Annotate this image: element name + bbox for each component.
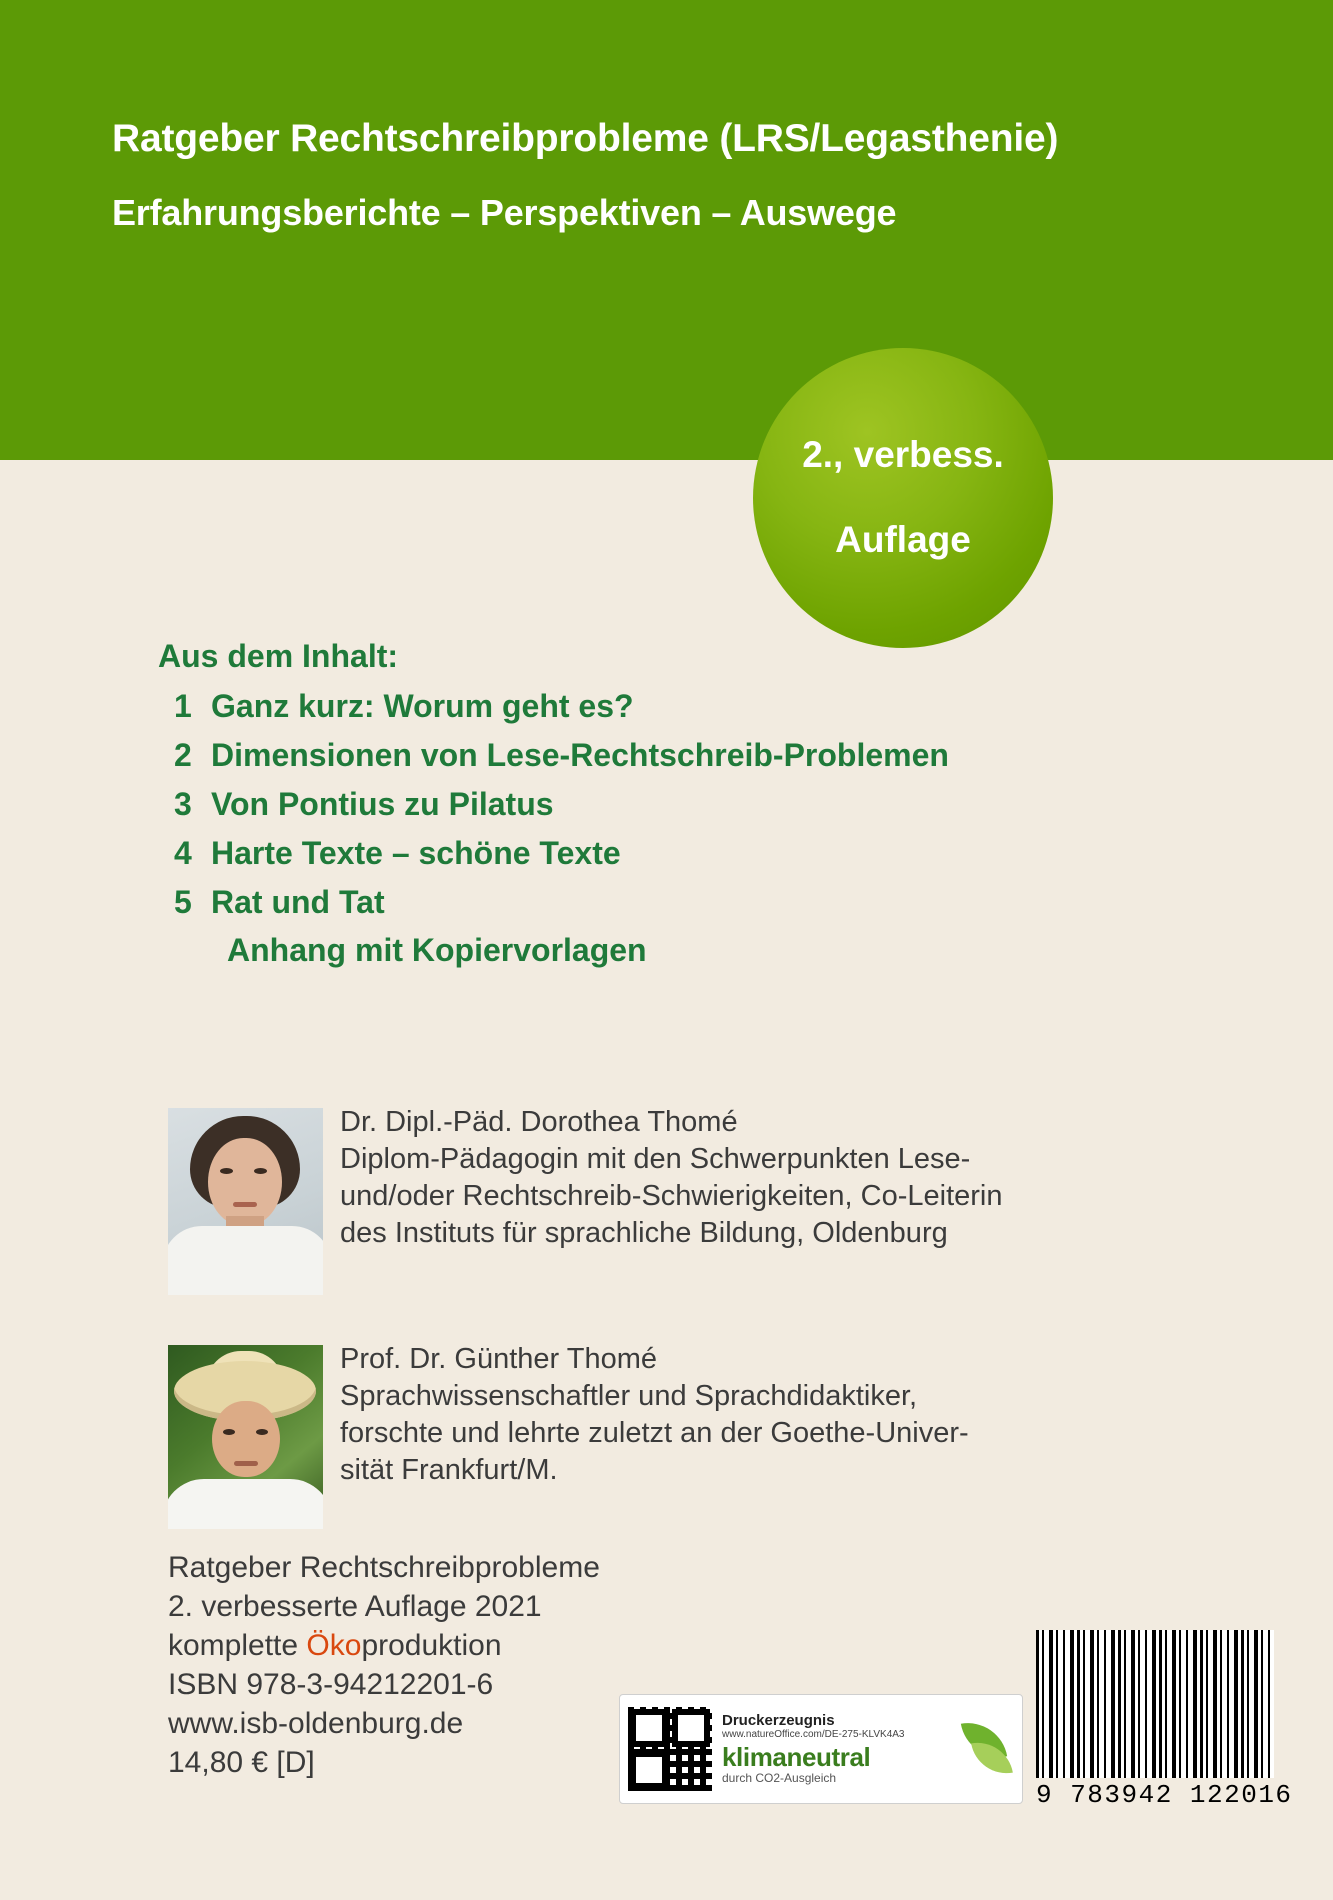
- certificate-title: Druckerzeugnis: [722, 1711, 835, 1729]
- certificate-label: klimaneutral: [722, 1741, 871, 1772]
- contents-item-label: Dimensionen von Lese-Rechtschreib-Problemen: [211, 737, 949, 774]
- author-name: Prof. Dr. Günther Thomé: [340, 1343, 657, 1375]
- imprint-production-pre: komplette: [168, 1629, 307, 1662]
- imprint-production-post: produktion: [361, 1629, 502, 1662]
- author-desc-line: und/oder Rechtschreib-Schwierigkeiten, Co-Leiterin: [340, 1180, 1003, 1213]
- contents-item-number: 3: [174, 786, 192, 823]
- barcode-bars: [1036, 1630, 1274, 1778]
- author-desc-line: forschte und lehrte zuletzt an der Goethe-Univer-: [340, 1417, 969, 1450]
- edition-badge-line2: Auflage: [835, 519, 971, 560]
- author-desc-line: sität Frankfurt/M.: [340, 1454, 558, 1487]
- author-text: [340, 1104, 1003, 1252]
- list-item: [158, 687, 949, 726]
- avatar: [168, 1345, 323, 1529]
- contents-heading: Aus dem Inhalt:: [158, 638, 399, 674]
- klimaneutral-certificate: [619, 1694, 1023, 1804]
- imprint-title: Ratgeber Rechtschreibprobleme: [168, 1551, 600, 1584]
- edition-badge-line1: 2., verbess.: [802, 434, 1004, 476]
- imprint-production-highlight: Öko: [306, 1629, 362, 1662]
- author-desc-line: Sprachwissenschaftler und Sprachdidaktiker,: [340, 1380, 918, 1413]
- list-item: [158, 736, 949, 775]
- imprint-isbn: ISBN 978-3-94212201-6: [168, 1668, 494, 1701]
- imprint-production: [168, 1626, 600, 1665]
- contents-list: [158, 687, 949, 922]
- band-divider: [0, 460, 1333, 478]
- imprint-block: [168, 1548, 600, 1782]
- contents-item-label: Ganz kurz: Worum geht es?: [211, 688, 634, 724]
- contents-item-number: 1: [174, 688, 192, 724]
- qr-code-icon: [628, 1707, 712, 1791]
- contents-item-label: Von Pontius zu Pilatus: [211, 786, 554, 823]
- author-name: Dr. Dipl.-Päd. Dorothea Thomé: [340, 1106, 738, 1138]
- page-subtitle: Erfahrungsberichte – Perspektiven – Auswege: [112, 192, 897, 233]
- barcode-digits: 9 783942 122016: [1036, 1780, 1293, 1810]
- imprint-edition: 2. verbesserte Auflage 2021: [168, 1590, 542, 1623]
- certificate-url: www.natureOffice.com/DE-275-KLVK4A3: [722, 1729, 905, 1741]
- edition-badge: [753, 348, 1053, 648]
- contents-item-label: Rat und Tat: [211, 884, 385, 921]
- contents-item-label: Harte Texte – schöne Texte: [211, 835, 621, 872]
- imprint-website[interactable]: www.isb-oldenburg.de: [168, 1707, 464, 1740]
- author-desc-line: des Instituts für sprachliche Bildung, Oldenburg: [340, 1217, 948, 1250]
- contents-item-number: 4: [174, 835, 192, 872]
- contents-appendix: Anhang mit Kopiervorlagen: [227, 932, 647, 969]
- header-band: [0, 0, 1333, 478]
- list-item: [158, 883, 949, 922]
- imprint-price: 14,80 € [D]: [168, 1746, 315, 1779]
- certificate-text: [712, 1712, 958, 1786]
- list-item: [158, 785, 949, 824]
- author-desc-line: Diplom-Pädagogin mit den Schwerpunkten Lese-: [340, 1143, 971, 1176]
- author-text: [340, 1341, 969, 1489]
- leaf-icon: [958, 1714, 1014, 1784]
- contents-item-number: 5: [174, 884, 192, 921]
- contents-item-number: 2: [174, 737, 192, 774]
- page-title: Ratgeber Rechtschreibprobleme (LRS/Legasthenie): [112, 117, 1059, 160]
- isbn-barcode: [1036, 1630, 1293, 1815]
- certificate-sublabel: durch CO2-Ausgleich: [722, 1771, 837, 1786]
- list-item: [158, 834, 949, 873]
- avatar: [168, 1108, 323, 1295]
- table-of-contents: [158, 638, 949, 969]
